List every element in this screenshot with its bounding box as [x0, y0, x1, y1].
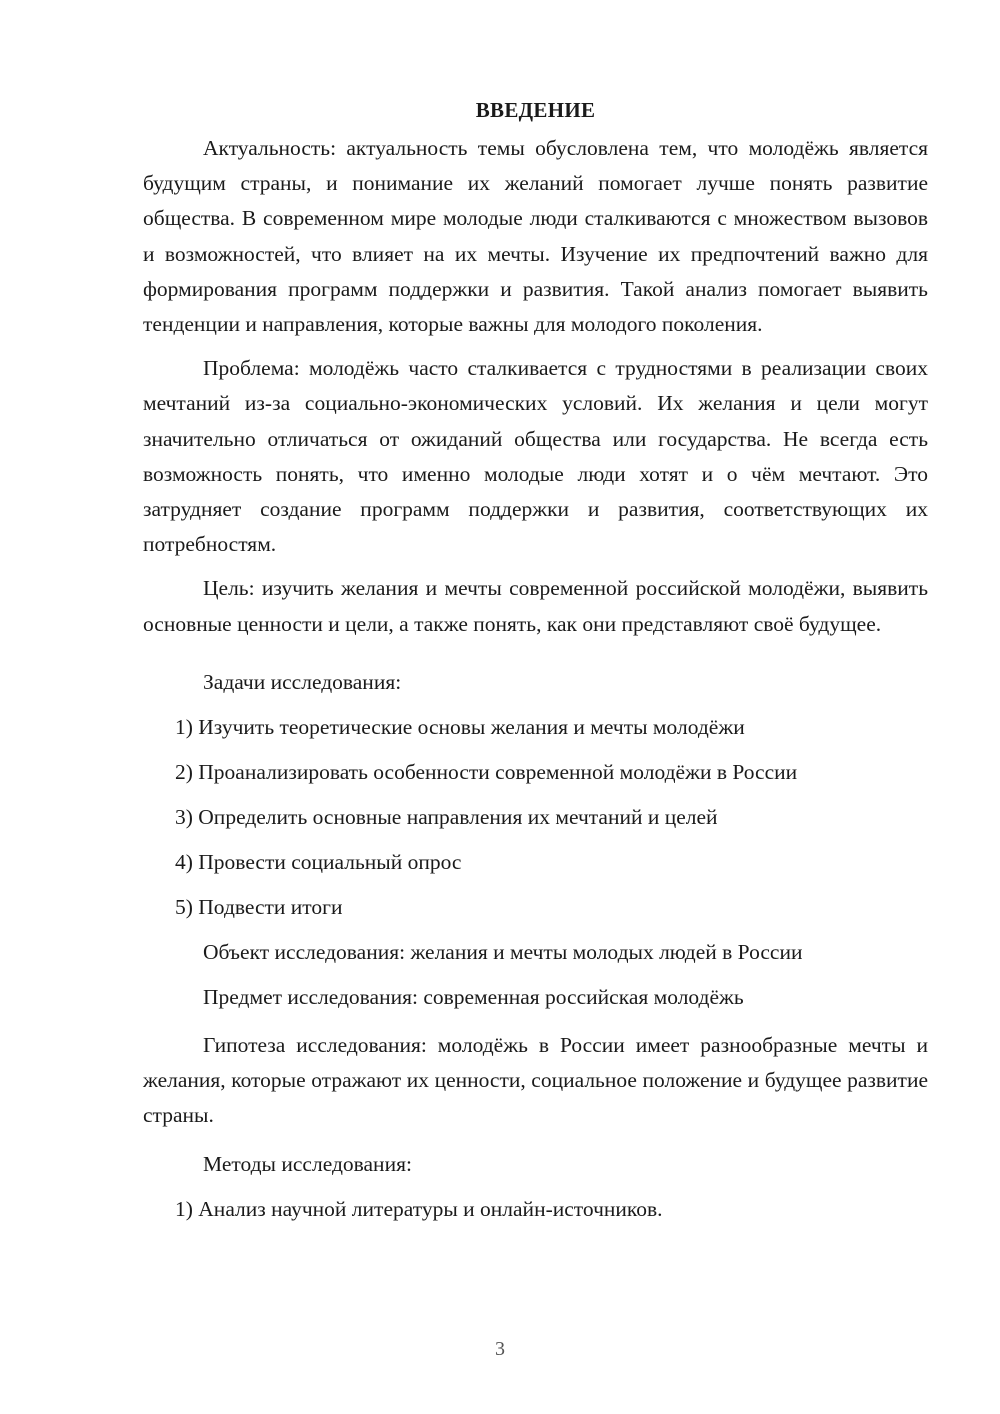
methods-list-item: 1) Анализ научной литературы и онлайн-источников.: [175, 1197, 663, 1222]
tasks-list-item: 3) Определить основные направления их мечтаний и целей: [175, 804, 718, 829]
methods-title: Методы исследования:: [203, 1152, 412, 1177]
tasks-list-item: 4) Провести социальный опрос: [175, 849, 462, 874]
section-heading: ВВЕДЕНИЕ: [475, 98, 596, 122]
paragraph-hypothesis: Гипотеза исследования: молодёжь в России имеет разнообразные мечты и желания, которые отражают их ценности, социальное положение и будущее развитие страны.: [143, 1032, 928, 1128]
tasks-list-item: 5) Подвести итоги: [175, 894, 343, 919]
tasks-list-item: 2) Проанализировать особенности современной молодёжи в России: [175, 759, 798, 784]
page-number: 3: [495, 1338, 505, 1360]
tasks-list-item: 1) Изучить теоретические основы желания и мечты молодёжи: [175, 714, 745, 739]
paragraph-goal: Цель: изучить желания и мечты современной российской молодёжи, выявить основные ценности и цели, а также понять, как они представляют своё будущее.: [143, 576, 928, 636]
paragraph-relevance: Актуальность: актуальность темы обусловлена тем, что молодёжь является будущим страны, и понимание их желаний помогает лучше понять развитие общества. В современном мире молодые люди сталкиваются с множеством вызовов и возможностей, что влияет на их мечты. Изучение их предпочтений важно для формирования программ поддержки и развития. Такой анализ помогает выявить тенденции и направления, которые важны для молодого поколения.: [143, 136, 928, 337]
research-subject: Предмет исследования: современная российская молодёжь: [203, 984, 744, 1009]
tasks-title: Задачи исследования:: [203, 669, 402, 694]
document-page: [143, 96, 928, 1223]
research-object: Объект исследования: желания и мечты молодых людей в России: [203, 939, 803, 964]
paragraph-problem: Проблема: молодёжь часто сталкивается с трудностями в реализации своих мечтаний из-за социально-экономических условий. Их желания и цели могут значительно отличаться от ожиданий общества или государства. Не всегда есть возможность понять, что именно молодые люди хотят и о чём мечтают. Это затрудняет создание программ поддержки и развития, соответствующих их потребностям.: [143, 356, 928, 557]
